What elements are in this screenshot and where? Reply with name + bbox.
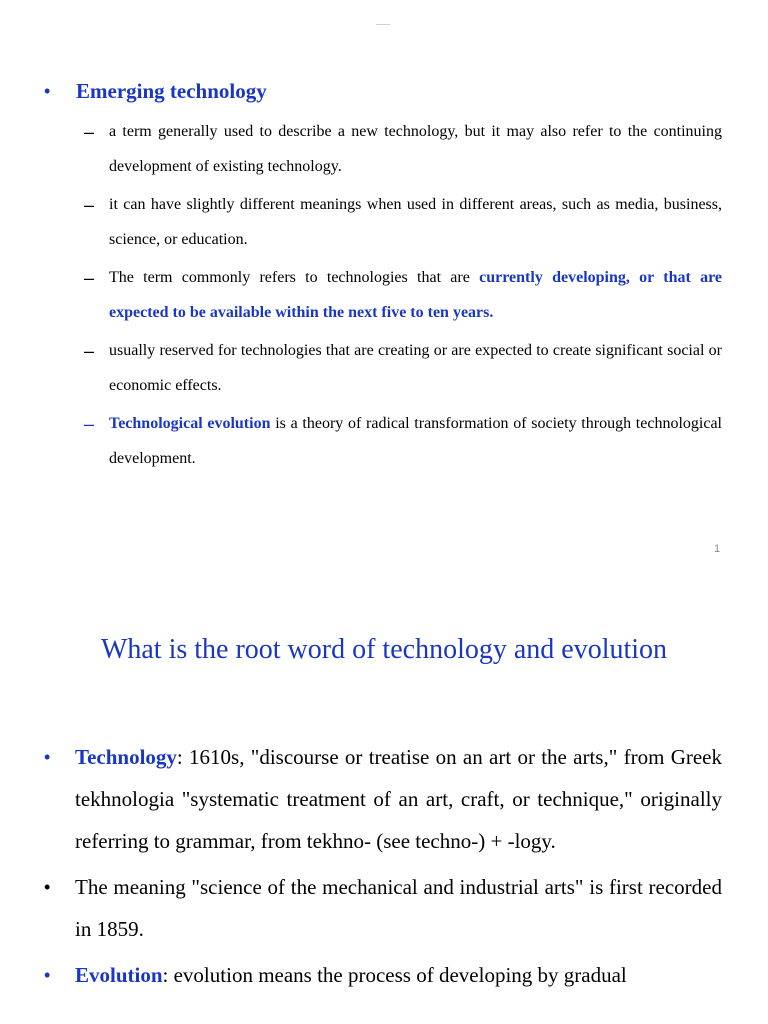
highlight-text: currently developing, or that are expected to be available within the next five to ten years. [109,269,722,321]
bullet-dot: • [44,965,51,985]
sub-bullet-text: a term generally used to describe a new technology, but it may also refer to the continuing development of existing technology. [109,123,722,175]
sub-bullet-item [84,188,722,257]
sub-bullet-text: The term commonly refers to technologies that are currently developing, or that are expected to be available within the next five to ten years. [109,269,722,321]
sub-bullet-item [84,407,722,476]
sub-bullet-text: it can have slightly different meanings when used in different areas, such as media, business, science, or education. [109,196,722,248]
dash-marker: – [84,122,95,142]
term-technology: Technology [75,745,177,769]
list-item [44,954,722,996]
dash-marker: – [84,341,95,361]
term-evolution: Evolution [75,963,163,987]
sub-bullet-item [84,115,722,184]
sub-bullet-list [84,115,722,480]
sub-bullet-item [84,334,722,403]
slide-title-root-word: What is the root word of technology and evolution [100,634,668,665]
list-item [44,866,722,950]
bullet-dot: • [44,81,51,101]
list-item-text: Evolution: evolution means the process of developing by gradual [75,963,627,987]
bullet-dot: • [44,877,51,897]
list-item-text: Technology: 1610s, "discourse or treatise on an art or the arts," from Greek tekhnologia "systematic treatment of an art, craft, or technique," originally referring to grammar, from tekhno- (see techno-) + -logy. [75,745,722,853]
dash-marker: – [84,414,95,434]
sub-bullet-text: usually reserved for technologies that are creating or are expected to create significant social or economic effects. [109,342,722,394]
sub-bullet-text: Technological evolution is a theory of radical transformation of society through technological development. [109,415,722,467]
heading-emerging-technology: Emerging technology [76,79,267,103]
list-item-text: The meaning "science of the mechanical and industrial arts" is first recorded in 1859. [75,875,722,941]
dash-marker: – [84,195,95,215]
list-item [44,736,722,862]
highlight-text: Technological evolution [109,415,271,432]
root-word-bullet-list [44,736,722,1000]
sub-bullet-item [84,261,722,330]
bullet-emerging-technology [44,76,267,106]
bullet-dot: • [44,747,51,767]
dash-marker: – [84,268,95,288]
page-number: 1 [714,543,721,555]
